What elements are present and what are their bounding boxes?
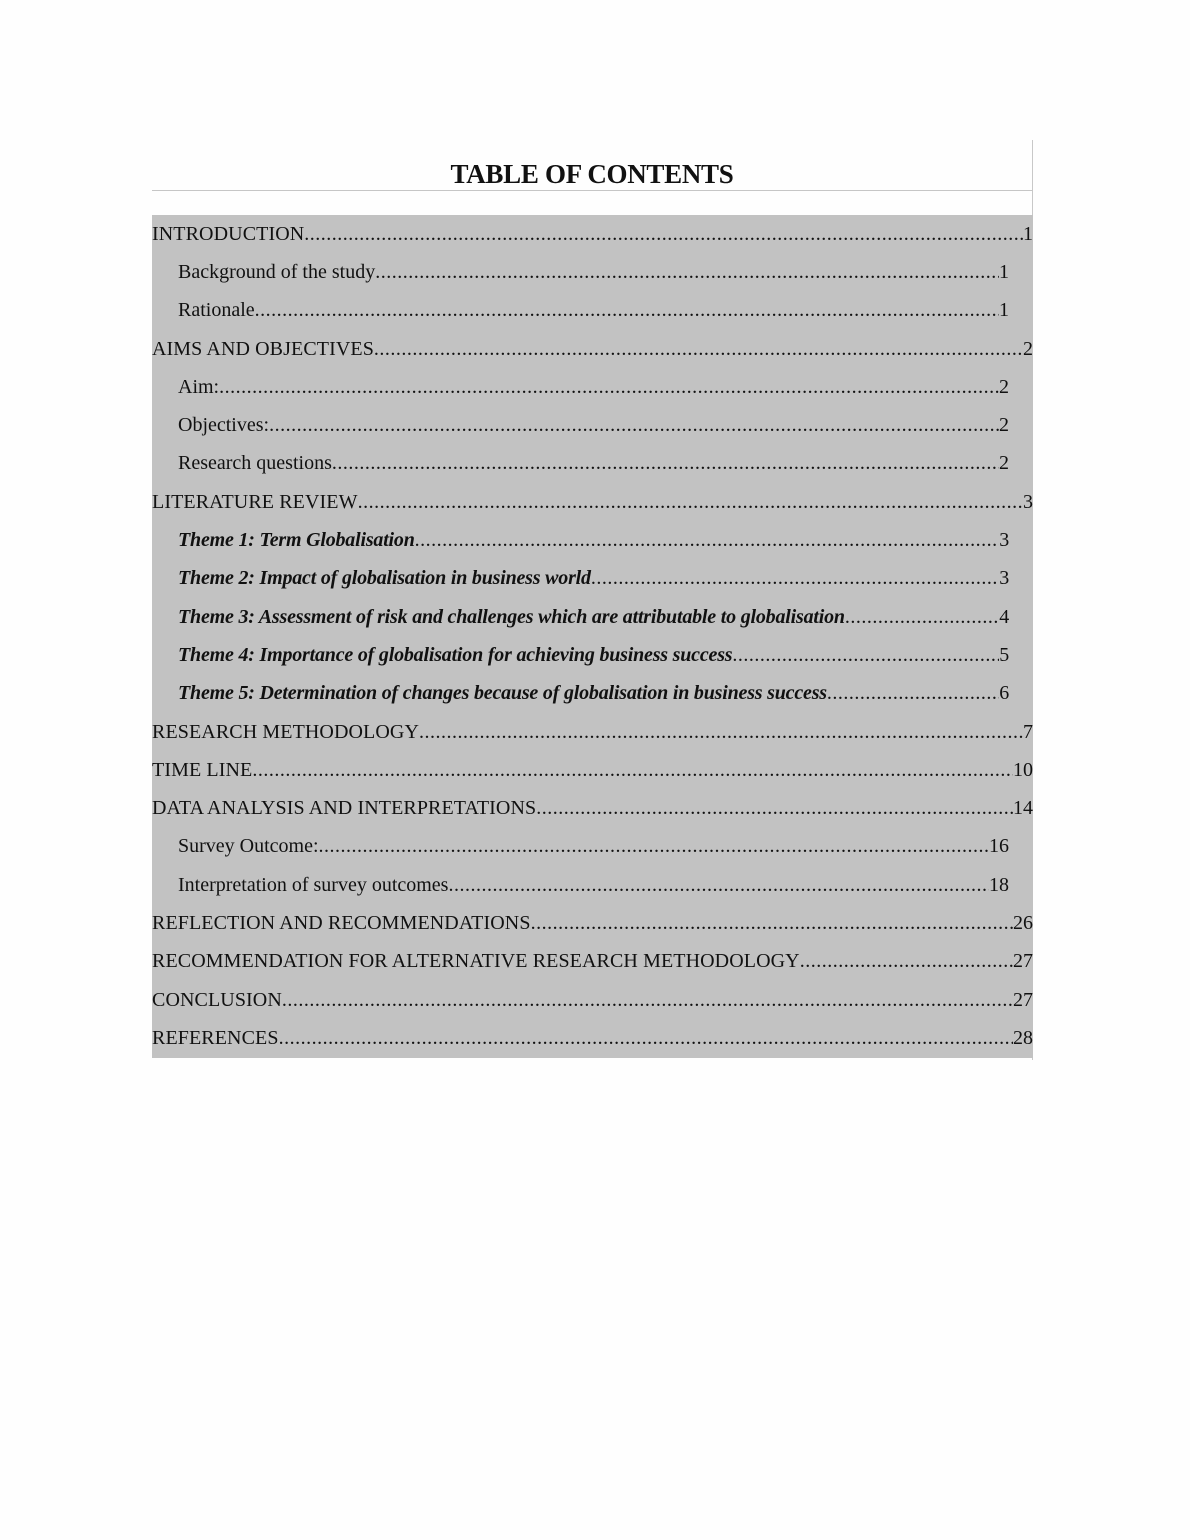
toc-dot-leader — [219, 376, 999, 399]
toc-dot-leader — [536, 797, 1013, 820]
toc-entry-label: RESEARCH METHODOLOGY — [152, 720, 419, 743]
toc-entry-label: Theme 1: Term Globalisation — [178, 529, 415, 552]
toc-page-number: 3 — [1023, 490, 1033, 513]
toc-dot-leader — [531, 912, 1013, 935]
toc-entry-label: Theme 5: Determination of changes because of globalisation in business success — [178, 682, 827, 705]
toc-page-number: 4 — [999, 605, 1009, 628]
toc-dot-leader — [419, 721, 1023, 744]
toc-entry[interactable] — [152, 330, 1033, 368]
toc-dot-leader — [448, 874, 989, 897]
toc-page-number: 10 — [1013, 758, 1033, 781]
page-title: TABLE OF CONTENTS — [450, 159, 734, 189]
toc-entry[interactable] — [152, 751, 1033, 789]
toc-dot-leader — [255, 299, 999, 322]
toc-page-number: 26 — [1013, 911, 1033, 934]
toc-entry-label: Theme 3: Assessment of risk and challenges which are attributable to globalisation — [178, 605, 845, 628]
toc-dot-leader — [358, 491, 1023, 514]
toc-entry-label: Background of the study — [178, 260, 376, 283]
toc-entry[interactable] — [152, 904, 1033, 942]
toc-dot-leader — [282, 989, 1013, 1012]
toc-entry-label: REFLECTION AND RECOMMENDATIONS — [152, 911, 531, 934]
toc-entry[interactable] — [152, 215, 1033, 253]
toc-entry[interactable] — [152, 675, 1033, 713]
toc-page-number: 14 — [1013, 797, 1033, 820]
toc-entry[interactable] — [152, 483, 1033, 521]
toc-entry[interactable] — [152, 560, 1033, 598]
toc-dot-leader — [732, 644, 999, 667]
toc-entry[interactable] — [152, 828, 1033, 866]
toc-entry-label: Interpretation of survey outcomes — [178, 873, 449, 896]
toc-dot-leader — [332, 452, 999, 475]
toc-page-number: 1 — [999, 299, 1009, 322]
toc-entry-label: LITERATURE REVIEW — [152, 490, 358, 513]
toc-page-number: 6 — [999, 682, 1009, 705]
toc-entry[interactable] — [152, 713, 1033, 751]
toc-entry[interactable] — [152, 406, 1033, 444]
toc-entry-label: DATA ANALYSIS AND INTERPRETATIONS — [152, 797, 537, 820]
toc-entry[interactable] — [152, 598, 1033, 636]
toc-dot-leader — [252, 759, 1013, 782]
title-underline — [152, 190, 1033, 191]
toc-page-number: 18 — [989, 873, 1009, 896]
toc-entry[interactable] — [152, 866, 1033, 904]
toc-entry-label: Aim: — [178, 375, 220, 398]
toc-entry-label: RECOMMENDATION FOR ALTERNATIVE RESEARCH METHODOLOGY — [152, 950, 800, 973]
toc-entry[interactable] — [152, 1019, 1033, 1057]
toc-entry-label: Objectives: — [178, 414, 270, 437]
toc-entry-label: REFERENCES — [152, 1026, 279, 1049]
toc-entry[interactable] — [152, 636, 1033, 674]
toc-page-number: 7 — [1023, 720, 1033, 743]
toc-entry-label: Theme 2: Impact of globalisation in business world — [178, 567, 591, 590]
toc-entry-label: Survey Outcome: — [178, 835, 319, 858]
toc-dot-leader — [269, 414, 999, 437]
toc-entry-label: Research questions — [178, 452, 332, 475]
toc-page-number: 3 — [999, 567, 1009, 590]
toc-entry[interactable] — [152, 789, 1033, 827]
toc-entry-label: CONCLUSION — [152, 988, 282, 1011]
toc-page-number: 28 — [1013, 1026, 1033, 1049]
toc-entry-label: Rationale — [178, 299, 255, 322]
toc-page-number: 5 — [999, 643, 1009, 666]
toc-page-number: 1 — [1023, 222, 1033, 245]
toc-dot-leader — [319, 835, 989, 858]
toc-entry-label: Theme 4: Importance of globalisation for achieving business success — [178, 643, 733, 666]
table-of-contents — [152, 215, 1033, 1058]
toc-page-number: 2 — [999, 375, 1009, 398]
toc-entry[interactable] — [152, 292, 1033, 330]
toc-dot-leader — [304, 223, 1023, 246]
toc-dot-leader — [800, 950, 1013, 973]
toc-page-number: 1 — [999, 260, 1009, 283]
toc-entry[interactable] — [152, 253, 1033, 291]
toc-entry-label: INTRODUCTION — [152, 222, 305, 245]
toc-entry[interactable] — [152, 445, 1033, 483]
toc-page-number: 27 — [1013, 988, 1033, 1011]
toc-dot-leader — [845, 606, 999, 629]
toc-dot-leader — [415, 529, 1000, 552]
toc-page-number: 3 — [999, 529, 1009, 552]
toc-page-number: 2 — [1023, 337, 1033, 360]
toc-page-number: 16 — [989, 835, 1009, 858]
toc-entry[interactable] — [152, 981, 1033, 1019]
toc-entry-label: AIMS AND OBJECTIVES — [152, 337, 374, 360]
toc-entry-label: TIME LINE — [152, 758, 253, 781]
toc-dot-leader — [374, 338, 1023, 361]
toc-dot-leader — [827, 682, 999, 705]
toc-entry[interactable] — [152, 943, 1033, 981]
toc-page-number: 2 — [999, 452, 1009, 475]
toc-dot-leader — [279, 1027, 1013, 1050]
toc-dot-leader — [375, 261, 999, 284]
toc-dot-leader — [591, 567, 999, 590]
toc-page-number: 2 — [999, 414, 1009, 437]
toc-entry[interactable] — [152, 368, 1033, 406]
toc-entry[interactable] — [152, 521, 1033, 559]
toc-page-number: 27 — [1013, 950, 1033, 973]
